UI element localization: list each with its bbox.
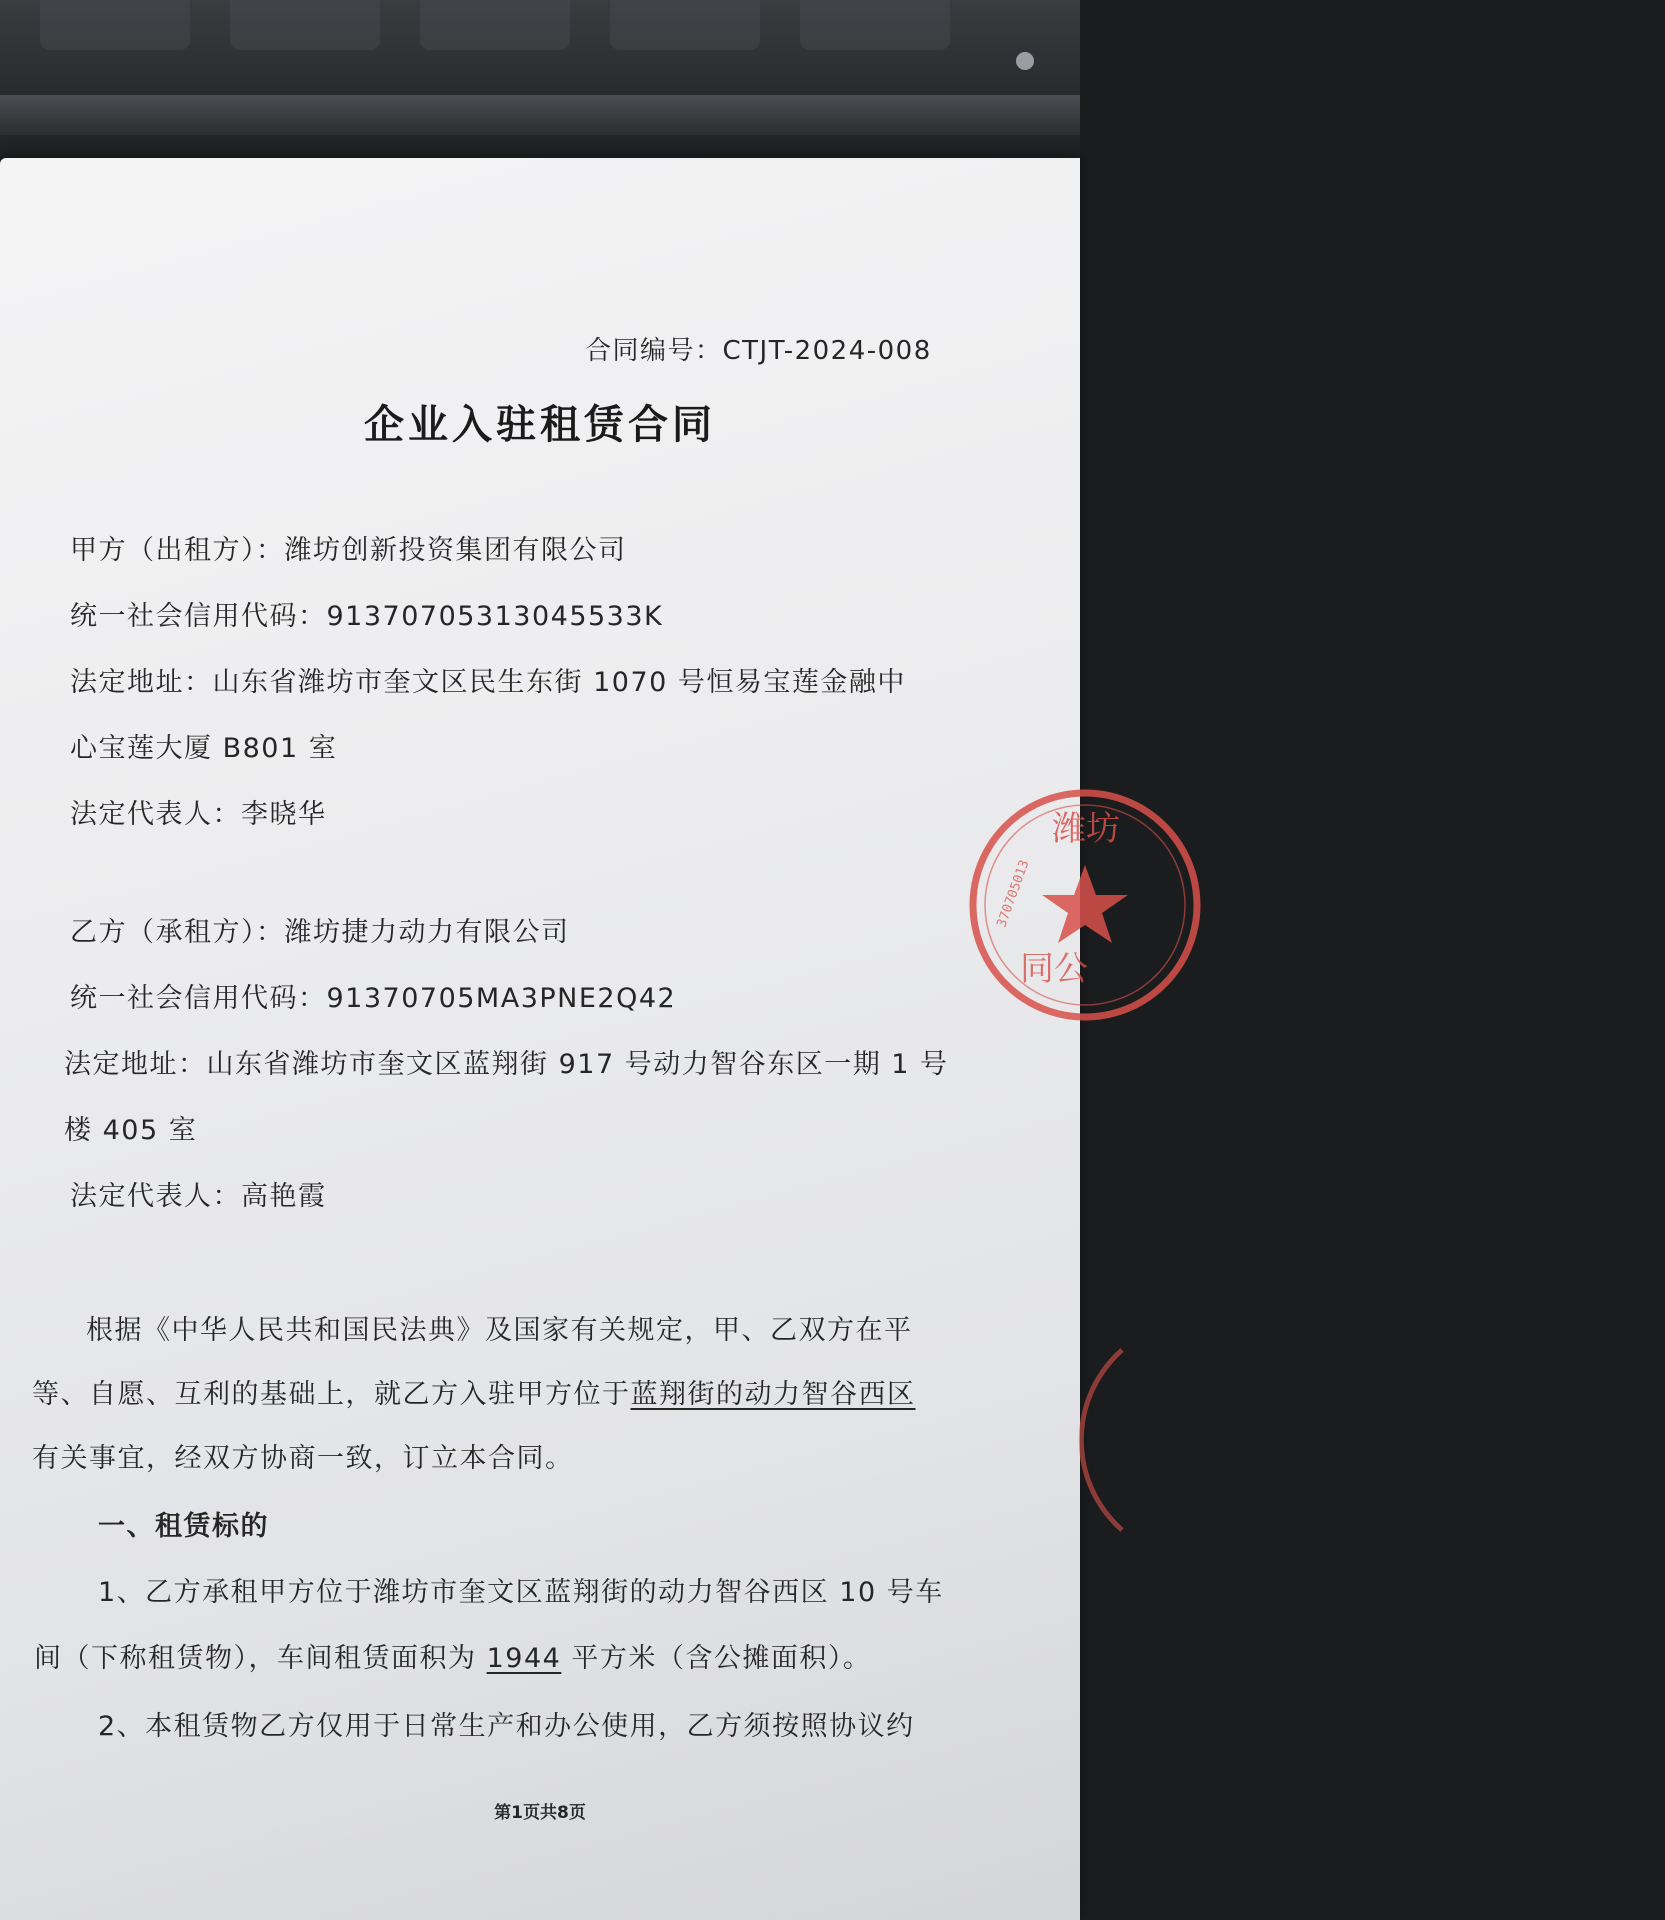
seal-serial: 370705013 — [994, 858, 1033, 930]
page-number: 第1页共8页 — [494, 1803, 586, 1823]
leased-area-value: 1944 — [486, 1643, 562, 1674]
contract-page — [0, 158, 1080, 1920]
section-item-1-line-1: 1、乙方承租甲方位于潍坊市奎文区蓝翔街的动力智谷西区 10 号车 — [98, 1577, 944, 1608]
item-1-text-post: 平方米（含公摊面积）。 — [561, 1643, 872, 1674]
keyboard-led — [1016, 52, 1034, 70]
keyboard-key — [40, 0, 190, 50]
party-a-name: 甲方（出租方）：潍坊创新投资集团有限公司 — [70, 535, 627, 566]
keyboard-key — [800, 0, 950, 50]
seal-text-top: 潍坊 — [1052, 809, 1120, 849]
preamble-location-underlined: 蓝翔街的动力智谷西区 — [630, 1379, 916, 1410]
party-b-representative: 法定代表人：高艳霞 — [70, 1181, 327, 1212]
seal-text-bottom: 同公 — [1020, 949, 1088, 989]
document-title: 企业入驻租赁合同 — [364, 402, 716, 448]
keyboard-key — [610, 0, 760, 50]
seal-fragment — [1062, 1340, 1182, 1540]
keyboard-key — [420, 0, 570, 50]
party-a-credit-code: 统一社会信用代码：91370705313045533K — [70, 601, 664, 632]
party-b-name: 乙方（承租方）：潍坊捷力动力有限公司 — [70, 917, 570, 948]
party-a-representative: 法定代表人：李晓华 — [70, 799, 327, 830]
section-heading: 一、租赁标的 — [98, 1511, 269, 1542]
preamble-line-1: 根据《中华人民共和国民法典》及国家有关规定，甲、乙双方在平 — [86, 1315, 913, 1346]
section-item-1-line-2 — [34, 1636, 1114, 1675]
company-seal — [960, 780, 1210, 1030]
party-b-address: 法定地址：山东省潍坊市奎文区蓝翔街 917 号动力智谷东区一期 1 号 — [64, 1049, 949, 1080]
party-a-address: 法定地址：山东省潍坊市奎文区民生东街 1070 号恒易宝莲金融中 — [70, 667, 906, 698]
seal-star-icon — [1042, 865, 1128, 943]
preamble-line-3: 有关事宜，经双方协商一致，订立本合同。 — [32, 1443, 574, 1474]
party-b-credit-code: 统一社会信用代码：91370705MA3PNE2Q42 — [70, 983, 677, 1014]
contract-number: 合同编号：CTJT-2024-008 — [585, 336, 932, 366]
preamble-line-2-text: 等、自愿、互利的基础上，就乙方入驻甲方位于 — [32, 1379, 631, 1410]
party-a-address-cont: 心宝莲大厦 B801 室 — [70, 733, 338, 764]
party-b-address-cont: 楼 405 室 — [64, 1115, 198, 1146]
item-1-text-pre: 间（下称租赁物），车间租赁面积为 — [34, 1643, 487, 1674]
keyboard-key — [230, 0, 380, 50]
keyboard-edge — [0, 95, 1080, 135]
section-item-2-line-1: 2、本租赁物乙方仅用于日常生产和办公使用，乙方须按照协议约 — [98, 1711, 915, 1742]
preamble-line-2 — [32, 1372, 1112, 1411]
